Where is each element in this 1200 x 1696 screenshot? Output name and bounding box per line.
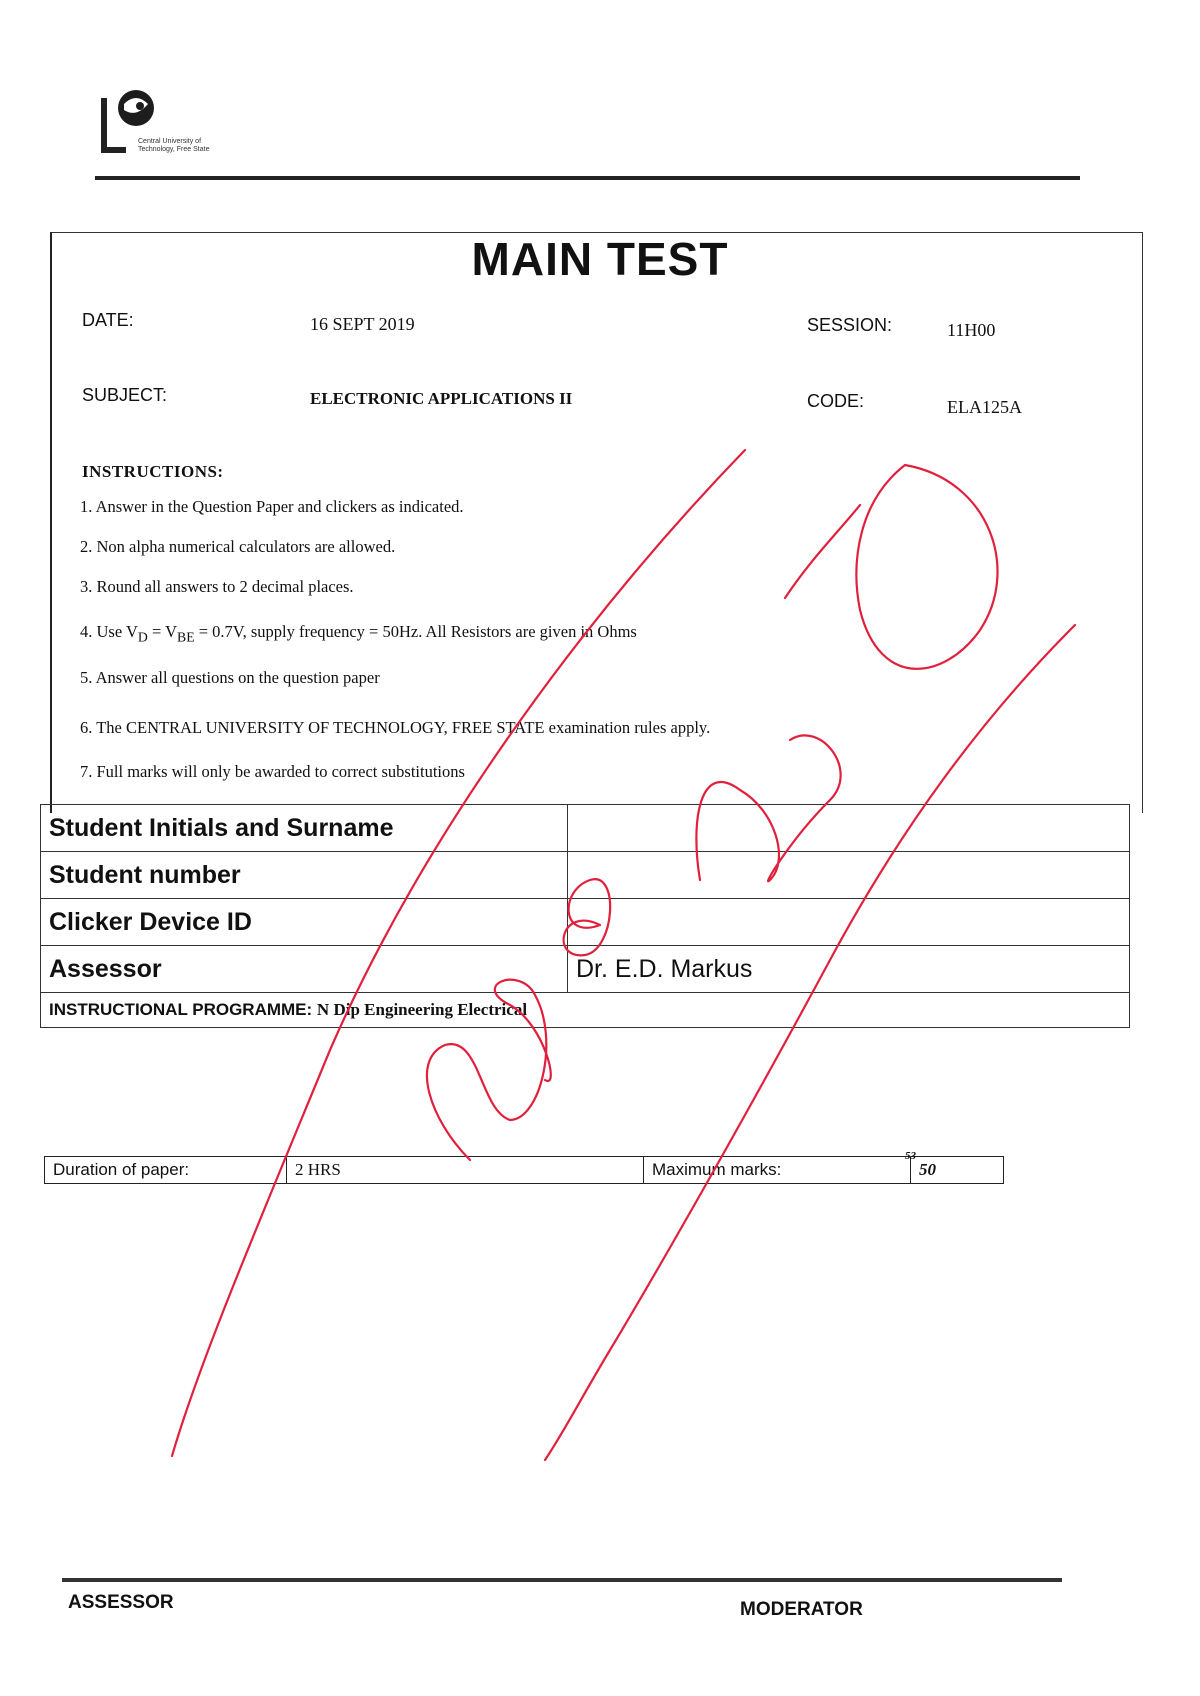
- student-details-table: [40, 804, 1130, 1028]
- code-label: CODE:: [807, 391, 865, 411]
- student-number-field[interactable]: [568, 852, 1130, 899]
- header-rule: [95, 176, 1080, 180]
- programme-cell: [41, 993, 1130, 1028]
- instruction-4-prefix: 4. Use V: [80, 622, 138, 641]
- subject-value: ELECTRONIC APPLICATIONS II: [310, 389, 573, 408]
- programme-row: [41, 993, 1130, 1028]
- instruction-1: 1. Answer in the Question Paper and clickers as indicated.: [80, 497, 464, 516]
- page-title: MAIN TEST: [471, 233, 729, 285]
- instruction-4-suffix: = 0.7V, supply frequency = 50Hz. All Resistors are given in Ohms: [194, 622, 637, 641]
- student-number-row: [41, 852, 1130, 899]
- date-label: DATE:: [82, 310, 134, 330]
- instruction-3: 3. Round all answers to 2 decimal places.: [80, 577, 354, 596]
- paper-info-table: [44, 1156, 1004, 1184]
- clicker-id-field[interactable]: [568, 899, 1130, 946]
- instruction-4-sub-be: BE: [177, 629, 195, 645]
- student-number-label: Student number: [41, 852, 568, 899]
- student-name-field[interactable]: [568, 805, 1130, 852]
- instruction-2: 2. Non alpha numerical calculators are allowed.: [80, 537, 396, 556]
- subject-label: SUBJECT:: [82, 385, 168, 405]
- programme-value: N Dip Engineering Electrical: [316, 1000, 528, 1019]
- instruction-4-sub-d: D: [137, 629, 148, 645]
- university-logo: [98, 88, 238, 168]
- assessor-value: Dr. E.D. Markus: [568, 946, 1130, 993]
- session-label: SESSION:: [807, 315, 893, 335]
- footer-rule: [62, 1578, 1062, 1582]
- moderator-signature-label: MODERATOR: [740, 1599, 863, 1620]
- max-marks-label: Maximum marks:: [644, 1157, 911, 1184]
- max-marks-value: 50: [911, 1157, 1004, 1184]
- logo-line-2: Technology, Free State: [138, 146, 210, 153]
- instruction-7: 7. Full marks will only be awarded to correct substitutions: [80, 762, 465, 781]
- instructions-heading: INSTRUCTIONS:: [82, 462, 224, 481]
- logo-emblem-icon: [98, 88, 238, 168]
- clicker-id-label: Clicker Device ID: [41, 899, 568, 946]
- clicker-id-row: [41, 899, 1130, 946]
- programme-label: INSTRUCTIONAL PROGRAMME:: [49, 1000, 313, 1019]
- session-value: 11H00: [947, 320, 996, 340]
- assessor-signature-label: ASSESSOR: [68, 1592, 174, 1613]
- logo-text: [138, 138, 209, 154]
- instruction-5: 5. Answer all questions on the question paper: [80, 668, 380, 687]
- instruction-4: [80, 622, 637, 645]
- logo-line-1: Central University of: [138, 138, 202, 145]
- date-value: 16 SEPT 2019: [310, 314, 415, 334]
- code-value: ELA125A: [947, 397, 1022, 417]
- marks-correction: 53: [905, 1150, 916, 1162]
- assessor-row: [41, 946, 1130, 993]
- duration-label: Duration of paper:: [45, 1157, 287, 1184]
- student-name-row: [41, 805, 1130, 852]
- assessor-label: Assessor: [41, 946, 568, 993]
- instruction-4-mid: = V: [147, 622, 178, 641]
- duration-value: 2 HRS: [287, 1157, 644, 1184]
- instruction-6: 6. The CENTRAL UNIVERSITY OF TECHNOLOGY, FREE STATE examination rules apply.: [80, 718, 711, 737]
- student-name-label: Student Initials and Surname: [41, 805, 568, 852]
- paper-info-row: [45, 1157, 1004, 1184]
